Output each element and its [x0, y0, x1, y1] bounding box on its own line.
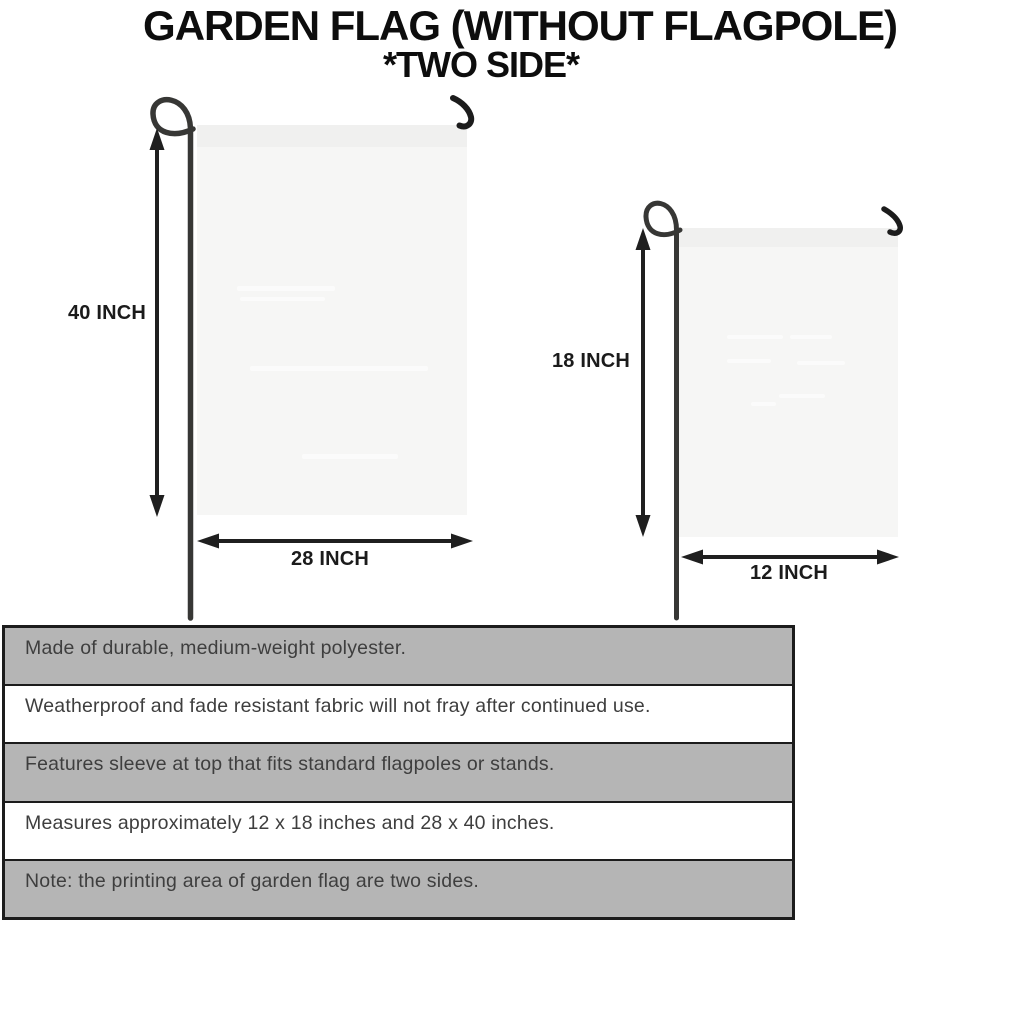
arrow-right-icon [877, 550, 899, 565]
spec-table [2, 625, 795, 920]
arrow-right-icon [451, 534, 473, 549]
print-ghost-streak [797, 361, 845, 365]
spec-row: Measures approximately 12 x 18 inches and 28 x 40 inches. [5, 801, 792, 859]
print-ghost-streak [751, 402, 776, 406]
arrow-up-icon [636, 228, 651, 250]
spec-row: Weatherproof and fade resistant fabric will not fray after continued use. [5, 684, 792, 742]
small-flag-width-label: 12 INCH [749, 562, 829, 584]
arrow-down-icon [636, 515, 651, 537]
page-title: GARDEN FLAG (WITHOUT FLAGPOLE) [143, 2, 897, 49]
spec-row: Features sleeve at top that fits standard flagpoles or stands. [5, 742, 792, 800]
large-flag-height-label: 40 INCH [67, 302, 147, 324]
small-flag-sleeve [679, 228, 898, 247]
spec-row: Note: the printing area of garden flag are two sides. [5, 859, 792, 917]
small-flag-pole-icon [646, 203, 680, 618]
print-ghost-streak [240, 297, 325, 301]
arrow-left-icon [197, 534, 219, 549]
print-ghost-streak [790, 335, 832, 339]
small-flag-height-label: 18 INCH [551, 350, 631, 372]
spec-row: Made of durable, medium-weight polyester. [5, 628, 792, 684]
print-ghost-streak [727, 359, 771, 363]
arrow-down-icon [150, 495, 165, 517]
print-ghost-streak [237, 286, 335, 291]
print-ghost-streak [779, 394, 825, 398]
arrow-left-icon [681, 550, 703, 565]
print-ghost-streak [250, 366, 428, 371]
large-flag-width-label: 28 INCH [290, 548, 370, 570]
large-flag-hook-icon [453, 98, 471, 126]
print-ghost-streak [302, 454, 398, 459]
page-subtitle: *TWO SIDE* [382, 44, 579, 85]
small-flag [679, 228, 898, 537]
large-flag-sleeve [197, 125, 467, 147]
print-ghost-streak [727, 335, 783, 339]
